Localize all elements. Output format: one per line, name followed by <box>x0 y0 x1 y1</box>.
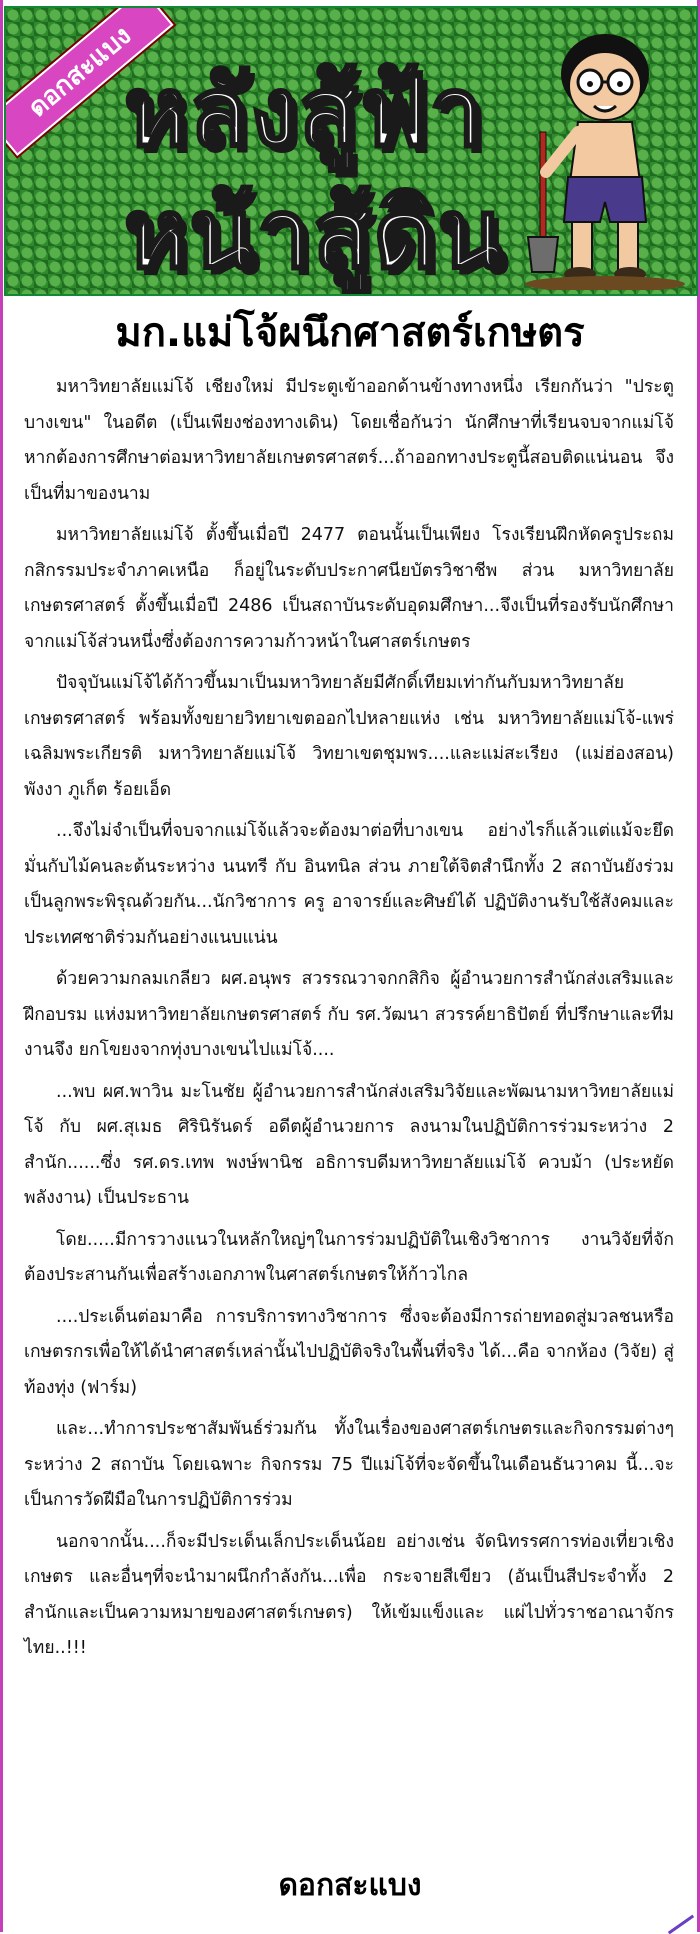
farmer-cartoon-icon <box>520 22 690 290</box>
paragraph: และ...ทำการประชาสัมพันธ์ร่วมกัน ทั้งในเรื่องของศาสตร์เกษตรและกิจกรรมต่างๆระหว่าง 2 สถาบัน โดยเฉพาะ กิจกรรม 75 ปีแม่โจ้ที่จะจัดขึ้นในเดือนธันวาคม นี้...จะเป็นการวัดฝีมือในการปฏิบัติการร่วม <box>24 1419 674 1510</box>
paragraph: มหาวิทยาลัยแม่โจ้ เชียงใหม่ มีประตูเข้าออกด้านข้างทางหนึ่ง เรียกกันว่า "ประตูบางเขน" ในอดีต (เป็นเพียงช่องทางเดิน) โดยเชื่อกันว่า นักศึกษาที่เรียนจบจากแม่โจ้หากต้องการศึกษาต่อมหาวิทยาลัยเกษตรศาสตร์...ถ้าออกทางประตูนี้สอบติดแน่นอน จึงเป็นที่มาของนาม <box>24 377 674 504</box>
column-badge: ดอกสะแบง <box>4 6 174 156</box>
article-body <box>24 370 674 1673</box>
column-title-line-2: หน้าสู้ดิน <box>124 178 506 290</box>
paragraph: ....ประเด็นต่อมาคือ การบริการทางวิชาการ ซึ่งจะต้องมีการถ่ายทอดสู่มวลชนหรือเกษตรกรเพื่อให้ได้นำศาสตร์เหล่านั้นไปปฏิบัติจริงในพื้นที่จริง ได้...คือ จากห้อง (วิจัย) สู่ท้องทุ่ง (ฟาร์ม) <box>24 1306 674 1398</box>
paragraph: มหาวิทยาลัยแม่โจ้ ตั้งขึ้นเมื่อปี 2477 ตอนนั้นเป็นเพียง โรงเรียนฝึกหัดครูประถมกสิกรรมประจำภาคเหนือ ก็อยู่ในระดับประกาศนียบัตรวิชาชีพ ส่วน มหาวิทยาลัยเกษตรศาสตร์ ตั้งขึ้นเมื่อปี 2486 เป็นสถาบันระดับอุดมศึกษา...จึงเป็นที่รองรับนักศึกษาจากแม่โจ้ส่วนหนึ่งซึ่งต้องการความก้าวหน้าในศาสตร์เกษตร <box>24 525 674 652</box>
paragraph: นอกจากนั้น....ก็จะมีประเด็นเล็กประเด็นน้อย อย่างเช่น จัดนิทรรศการท่องเที่ยวเชิงเกษตร และอื่นๆที่จะนำมาผนึกกำลังกัน...เพื่อ กระจายสีเขียว (อันเป็นสีประจำทั้ง 2 สำนักและเป็นความหมายของศาสตร์เกษตร) ให้เข้มแข็งและ แผ่ไปทั่วราชอาณาจักรไทย..!!! <box>24 1531 674 1658</box>
paragraph: ...พบ ผศ.พาวิน มะโนชัย ผู้อำนวยการสำนักส่งเสริมวิจัยและพัฒนามหาวิทยาลัยแม่โจ้ กับ ผศ.สุเมธ ศิรินิรันดร์ อดีตผู้อำนวยการ ลงนามในปฏิบัติการร่วมระหว่าง 2 สำนัก......ซึ่ง รศ.ดร.เทพ พงษ์พานิช อธิการบดีมหาวิทยาลัยแม่โจ้ ควบม้า (ประหยัดพลังงาน) เป็นประธาน <box>24 1081 674 1208</box>
paragraph: ...จึงไม่จำเป็นที่จบจากแม่โจ้แล้วจะต้องมาต่อที่บางเขน อย่างไรก็แล้วแต่แม้จะยึดมั่นกับไม้คนละต้นระหว่าง นนทรี กับ อินทนิล ส่วน ภายใต้จิตสำนึกทั้ง 2 สถาบันยังร่วมเป็นลูกพระพิรุณด้วยกัน...นักวิชาการ ครู อาจารย์และศิษย์ได้ ปฏิบัติงานรับใช้สังคมและประเทศชาติร่วมกันอย่างแนบแน่น <box>24 821 674 948</box>
paragraph: โดย.....มีการวางแนวในหลักใหญ่ๆในการร่วมปฏิบัติในเชิงวิชาการ งานวิจัยที่จักต้องประสานกันเพื่อสร้างเอกภาพในศาสตร์เกษตรให้ก้าวไกล <box>24 1229 674 1285</box>
paragraph: ด้วยความกลมเกลียว ผศ.อนุพร สวรรณวาจกกสิกิจ ผู้อำนวยการสำนักส่งเสริมและฝึกอบรม แห่งมหาวิทยาลัยเกษตรศาสตร์ กับ รศ.วัฒนา สวรรค์ยาธิปัตย์ ที่ปรึกษาและทีมงานจึง ยกโขยงจากทุ่งบางเขนไปแม่โจ้.... <box>24 969 674 1060</box>
article-headline: มก.แม่โจ้ผนึกศาสตร์เกษตร <box>115 310 585 356</box>
column-header-banner <box>4 6 698 296</box>
author-signature: ดอกสะแบง <box>278 1868 422 1903</box>
paragraph: ปัจจุบันแม่โจ้ได้ก้าวขึ้นมาเป็นมหาวิทยาลัยมีศักดิ์เทียมเท่ากันกับมหาวิทยาลัยเกษตรศาสตร์ พร้อมทั้งขยายวิทยาเขตออกไปหลายแห่ง เช่น มหาวิทยาลัยแม่โจ้-แพร่ เฉลิมพระเกียรติ มหาวิทยาลัยแม่โจ้ วิทยาเขตชุมพร....และแม่สะเรียง (แม่ฮ่องสอน) พังงา ภูเก็ต ร้อยเอ็ด <box>24 673 674 800</box>
column-title-line-1: หลังสู้ฟ้า <box>124 56 486 168</box>
